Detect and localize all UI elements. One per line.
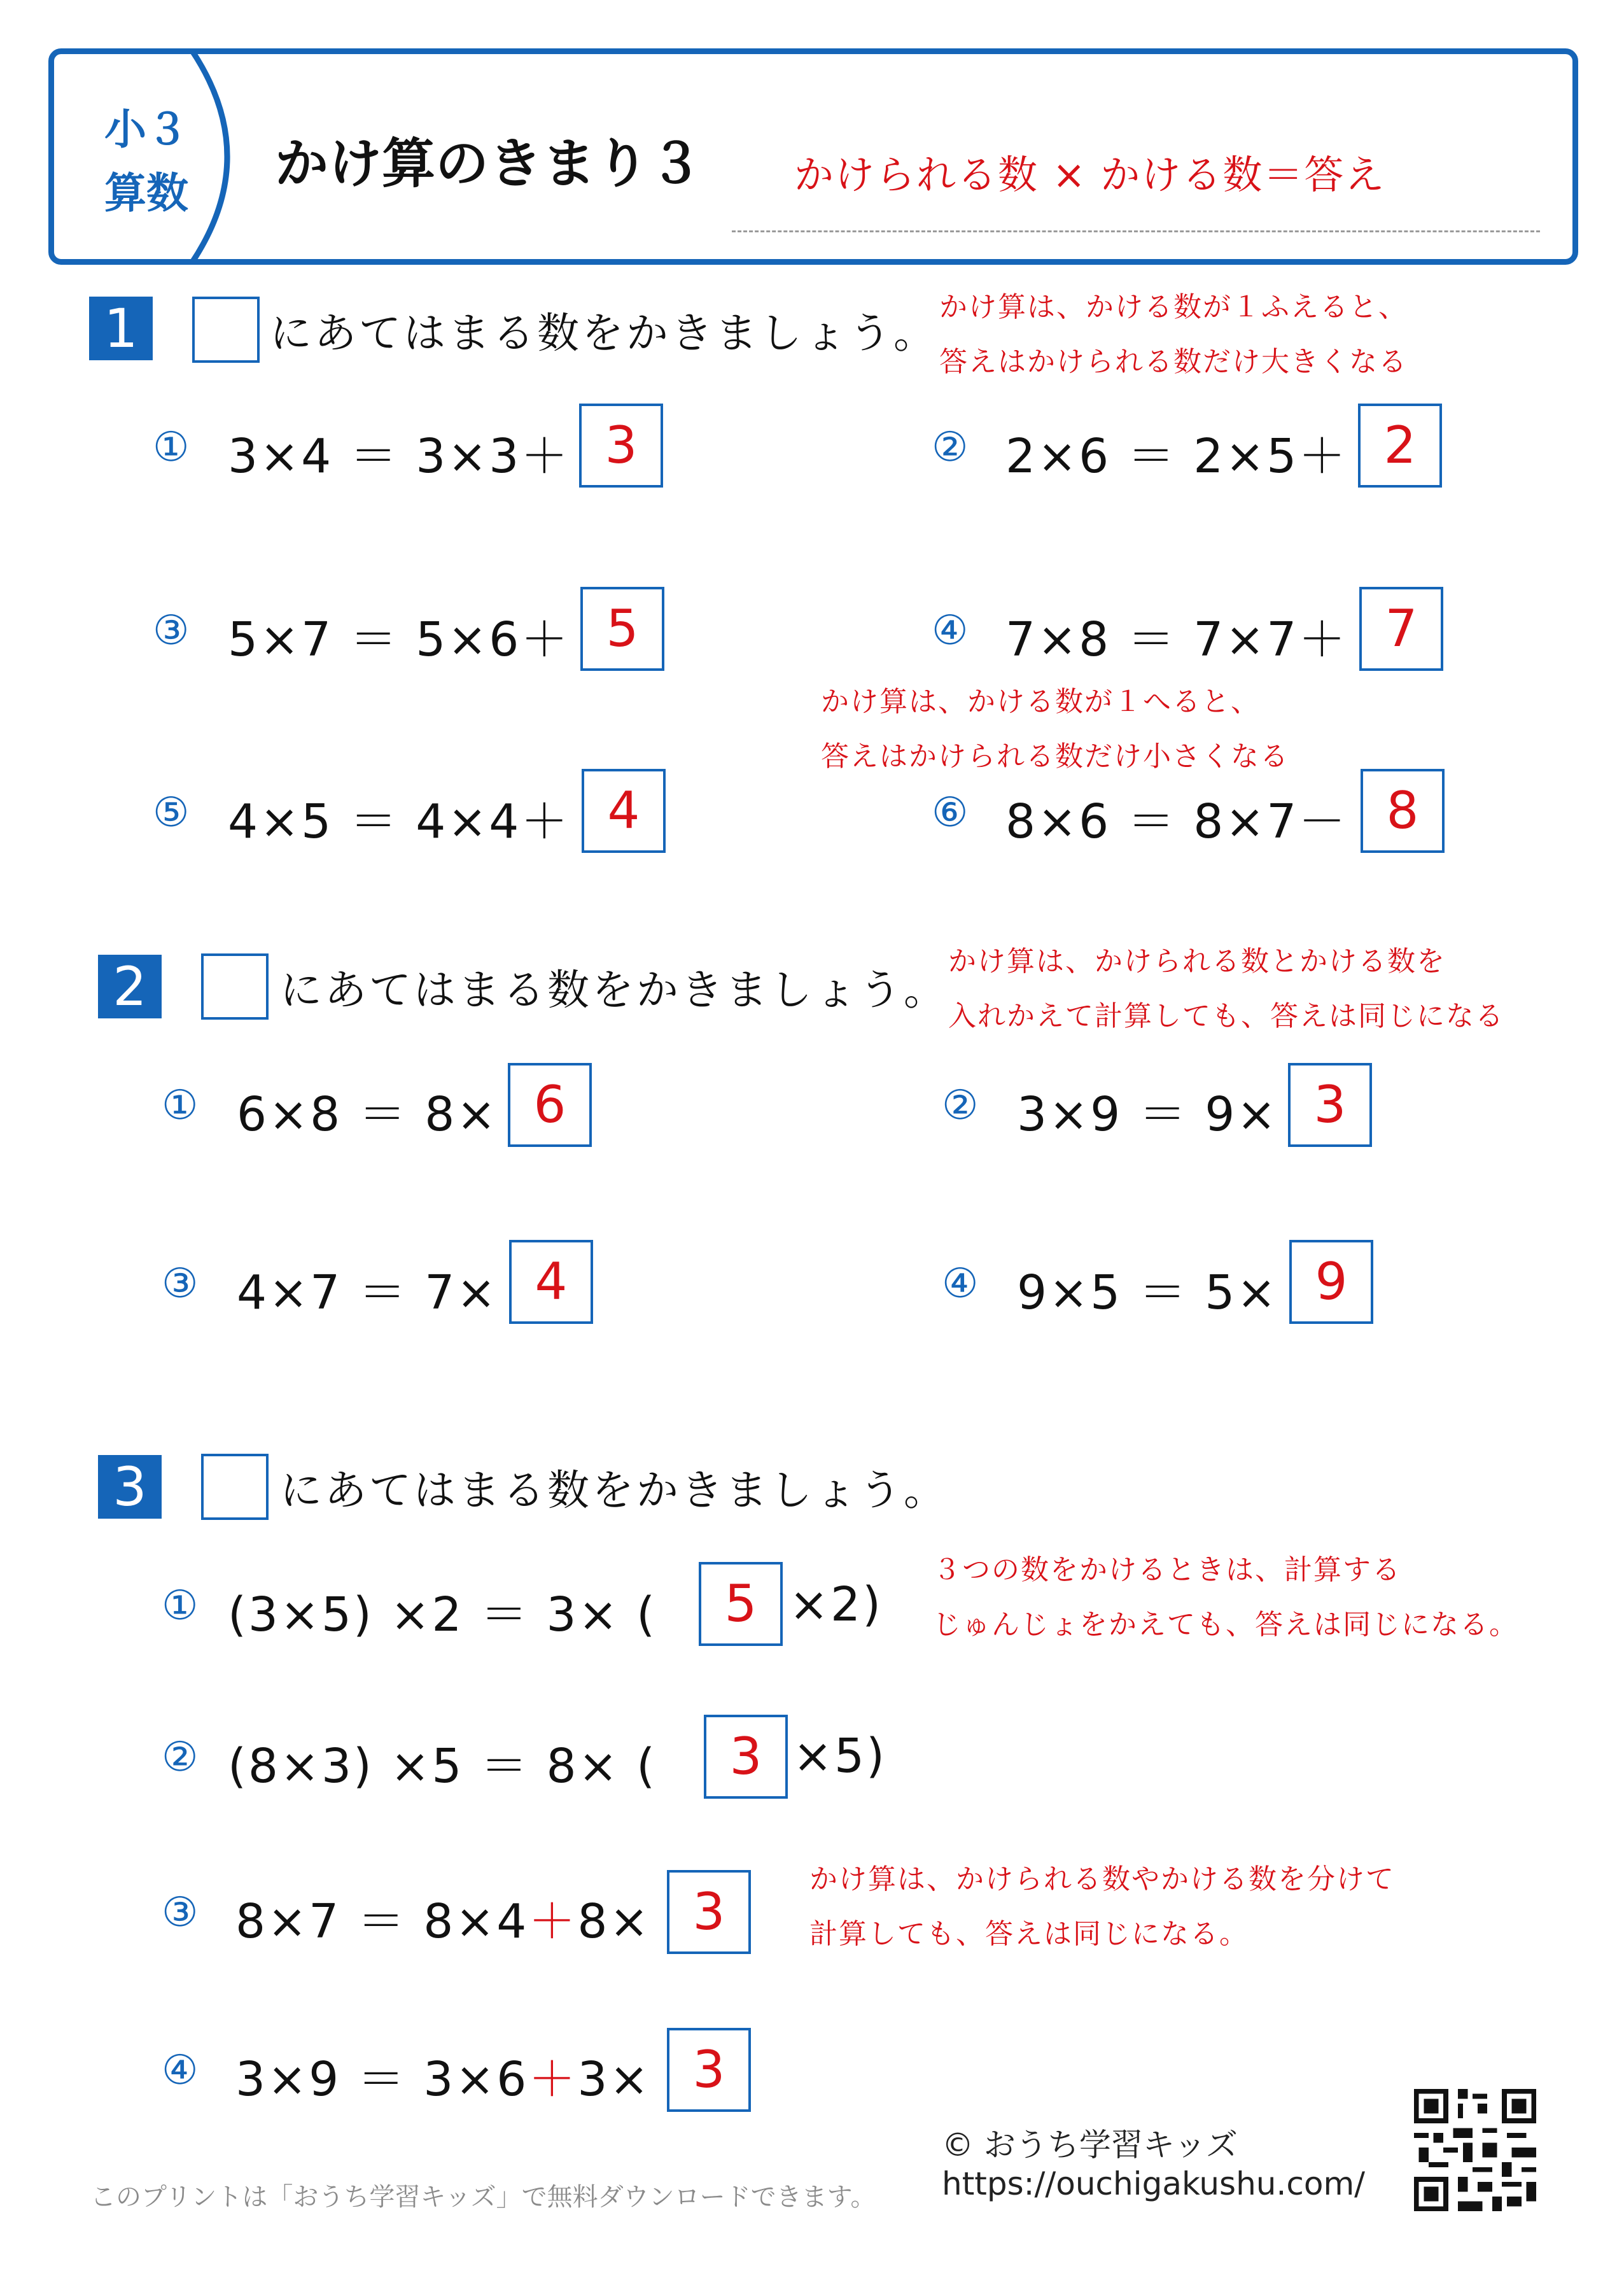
section-1-note-1: かけ算は、かける数が１ふえると、 答えはかけられる数だけ大きくなる xyxy=(939,291,1408,378)
question-number: ① xyxy=(153,424,190,471)
header-divider-arc xyxy=(167,51,256,262)
rule-formula: かけられる数 × かける数＝答え xyxy=(794,151,1386,198)
answer-box[interactable]: 4 xyxy=(582,769,666,853)
section-2-prompt-box xyxy=(201,953,269,1020)
qr-code-icon xyxy=(1414,2089,1536,2211)
question-number: ④ xyxy=(162,2047,199,2094)
section-3-prompt: にあてはまる数をかきましょう。 xyxy=(280,1466,948,1515)
question-expression: 4×5 ＝ 4×4＋ xyxy=(228,794,570,849)
footer-url[interactable]: https://ouchigakushu.com/ xyxy=(942,2165,1366,2202)
page-title: かけ算のきまり３ xyxy=(275,132,703,195)
answer-box[interactable]: 3 xyxy=(667,1870,751,1954)
section-2-number: 2 xyxy=(98,955,162,1018)
answer-line xyxy=(732,230,1540,232)
answer-box[interactable]: 3 xyxy=(667,2028,751,2112)
question-expression: 3×9 ＝ 3×6＋3× xyxy=(235,2052,651,2107)
question-expression-tail: ×5) xyxy=(793,1729,886,1783)
question-number: ④ xyxy=(942,1260,979,1307)
plus-sign: ＋ xyxy=(528,1894,578,1949)
answer-box[interactable]: 5 xyxy=(580,587,664,671)
question-number: ⑥ xyxy=(932,789,969,836)
question-expression: 6×8 ＝ 8× xyxy=(237,1087,498,1142)
question-expression: 2×6 ＝ 2×5＋ xyxy=(1005,429,1348,484)
question-expression: 9×5 ＝ 5× xyxy=(1017,1265,1278,1320)
answer-box[interactable]: 7 xyxy=(1359,587,1443,671)
plus-sign: ＋ xyxy=(528,2052,578,2107)
subject-label: 算数 xyxy=(104,169,188,218)
question-expression: (8×3) ×5 ＝ 8× ( xyxy=(228,1739,657,1794)
question-number: ② xyxy=(942,1082,979,1129)
answer-box[interactable]: 9 xyxy=(1289,1240,1373,1324)
question-expression: 8×6 ＝ 8×7－ xyxy=(1005,794,1348,849)
section-1-prompt: にあてはまる数をかきましょう。 xyxy=(270,309,938,358)
question-expression: 3×9 ＝ 9× xyxy=(1017,1087,1278,1142)
answer-box[interactable]: 6 xyxy=(508,1063,592,1147)
question-number: ④ xyxy=(932,607,969,654)
section-3-note-2: かけ算は、かけられる数やかける数を分けて 計算しても、答えは同じになる。 xyxy=(809,1863,1395,1950)
answer-box[interactable]: 3 xyxy=(704,1715,788,1799)
question-number: ② xyxy=(162,1734,199,1781)
grade-label: 小３ xyxy=(104,105,188,154)
question-expression: 7×8 ＝ 7×7＋ xyxy=(1005,612,1348,667)
section-2-prompt: にあてはまる数をかきましょう。 xyxy=(280,966,948,1015)
question-number: ② xyxy=(932,424,969,471)
section-3-note-1: ３つの数をかけるときは、計算する じゅんじょをかえても、答えは同じになる。 xyxy=(933,1554,1518,1641)
section-3-prompt-box xyxy=(201,1454,269,1520)
section-2-note: かけ算は、かけられる数とかける数を 入れかえて計算しても、答えは同じになる xyxy=(948,945,1504,1032)
question-expression: 3×4 ＝ 3×3＋ xyxy=(228,429,570,484)
question-number: ⑤ xyxy=(153,789,190,836)
footer-copyright: © おうち学習キッズ xyxy=(942,2127,1238,2163)
question-expression: 5×7 ＝ 5×6＋ xyxy=(228,612,570,667)
section-1-note-2: かけ算は、かける数が１へると、 答えはかけられる数だけ小さくなる xyxy=(821,686,1289,773)
section-1-number: 1 xyxy=(89,297,153,360)
question-number: ③ xyxy=(153,607,190,654)
question-expression-tail: ×2) xyxy=(789,1577,883,1632)
answer-box[interactable]: 2 xyxy=(1358,404,1442,488)
answer-box[interactable]: 4 xyxy=(509,1240,593,1324)
question-number: ① xyxy=(162,1082,199,1129)
question-number: ③ xyxy=(162,1260,199,1307)
answer-box[interactable]: 8 xyxy=(1361,769,1445,853)
question-number: ③ xyxy=(162,1889,199,1936)
question-expression: (3×5) ×2 ＝ 3× ( xyxy=(228,1587,657,1642)
section-1-prompt-box xyxy=(192,297,260,363)
section-3-number: 3 xyxy=(98,1455,162,1519)
answer-box[interactable]: 5 xyxy=(699,1562,783,1646)
answer-box[interactable]: 3 xyxy=(579,404,663,488)
footer-note: このプリントは「おうち学習キッズ」で無料ダウンロードできます。 xyxy=(90,2183,876,2212)
question-number: ① xyxy=(162,1582,199,1629)
answer-box[interactable]: 3 xyxy=(1288,1063,1372,1147)
question-expression: 8×7 ＝ 8×4＋8× xyxy=(235,1894,651,1949)
question-expression: 4×7 ＝ 7× xyxy=(237,1265,498,1320)
